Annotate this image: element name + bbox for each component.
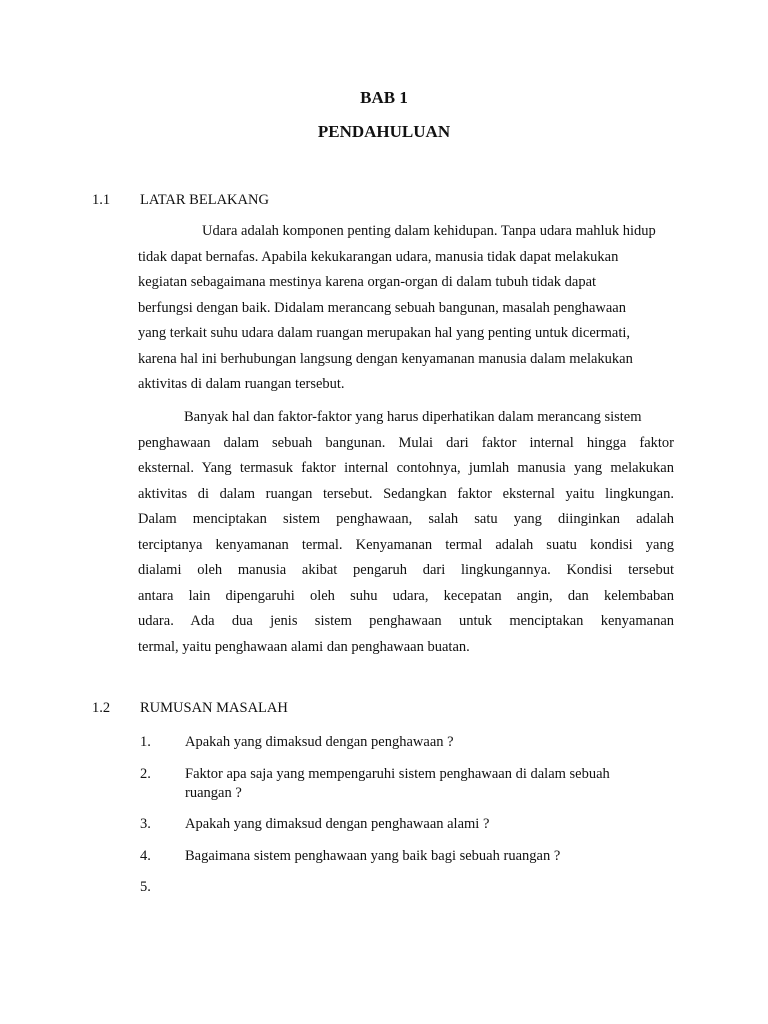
paragraph-line: berfungsi dengan baik. Didalam merancang sebuah bangunan, masalah penghawaan (138, 299, 626, 316)
paragraph-line: aktivitas di dalam ruangan tersebut. Sedangkan faktor eksternal yaitu lingkungan. (138, 485, 674, 502)
list-item-number: 1. (140, 734, 151, 750)
list-item-number: 4. (140, 848, 151, 864)
paragraph-line: penghawaan dalam sebuah bangunan. Mulai dari faktor internal hingga faktor (138, 434, 674, 451)
paragraph-line: kegiatan sebagaimana mestinya karena organ-organ di dalam tubuh tidak dapat (138, 274, 597, 290)
paragraph-line: tidak dapat bernafas. Apabila kekukarangan udara, manusia tidak dapat melakukan (138, 248, 619, 265)
paragraph-line: terciptanya kenyamanan termal. Kenyamanan termal adalah suatu kondisi yang (138, 536, 674, 553)
list-item-text: Bagaimana sistem penghawaan yang baik bagi sebuah ruangan ? (185, 848, 561, 864)
paragraph-line: yang terkait suhu udara dalam ruangan merupakan hal yang penting untuk dicermati, (138, 325, 631, 341)
paragraph (138, 219, 674, 398)
section-number: 1.1 (92, 192, 111, 208)
list-item-number: 5. (140, 879, 151, 895)
list-item-number: 3. (140, 816, 151, 832)
paragraph-line: termal, yaitu penghawaan alami dan penghawaan buatan. (138, 638, 470, 655)
paragraph-line: udara. Ada dua jenis sistem penghawaan untuk menciptakan kenyamanan (138, 613, 674, 629)
chapter-number: BAB 1 (360, 88, 408, 107)
paragraph-line: eksternal. Yang termasuk faktor internal contohnya, jumlah manusia yang melakukan (138, 460, 674, 476)
paragraph-line: aktivitas di dalam ruangan tersebut. (138, 376, 345, 392)
chapter-title: PENDAHULUAN (317, 122, 451, 141)
paragraph-line: Banyak hal dan faktor-faktor yang harus diperhatikan dalam merancang sistem (184, 409, 642, 425)
paragraph (138, 405, 674, 660)
paragraph-line: Dalam menciptakan sistem penghawaan, salah satu yang diinginkan adalah (138, 511, 674, 527)
section-title: LATAR BELAKANG (140, 192, 269, 208)
list-item-text: Apakah yang dimaksud dengan penghawaan ? (185, 734, 454, 750)
list-item-number: 2. (140, 766, 151, 782)
section-title: RUMUSAN MASALAH (140, 700, 288, 716)
paragraph-line: dialami oleh manusia akibat pengaruh dari lingkungannya. Kondisi tersebut (138, 562, 674, 578)
section-number: 1.2 (92, 700, 111, 716)
paragraph-line: karena hal ini berhubungan langsung dengan kenyamanan manusia dalam melakukan (138, 350, 633, 367)
paragraph-line: antara lain dipengaruhi oleh suhu udara, kecepatan angin, dan kelembaban (138, 587, 674, 604)
list-item-text: Apakah yang dimaksud dengan penghawaan alami ? (185, 816, 490, 832)
list-item-text: Faktor apa saja yang mempengaruhi sistem penghawaan di dalam sebuah ruangan ? (185, 766, 610, 801)
paragraph-line: Udara adalah komponen penting dalam kehidupan. Tanpa udara mahluk hidup (202, 223, 656, 239)
